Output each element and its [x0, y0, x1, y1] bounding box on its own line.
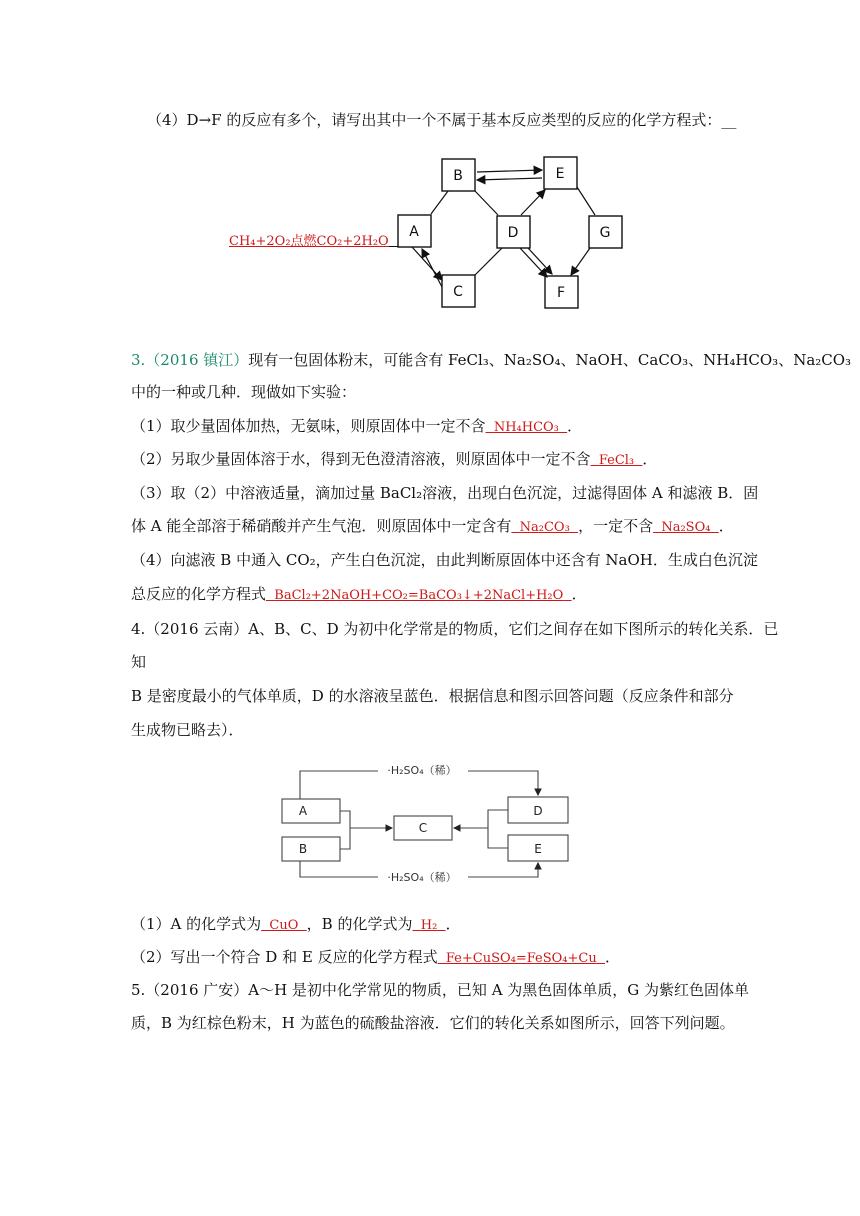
- answer-3a: Na₂CO₃: [519, 520, 570, 535]
- question-2-4: （4）D→F 的反应有多个，请写出其中一个不属于基本反应类型的反应的化学方程式：__: [147, 111, 737, 129]
- label-a2: A: [298, 804, 308, 818]
- source-tag: 3.（2016 镇江）: [131, 351, 249, 369]
- q3-part-1: （1）取少量固体加热，无氨味，则原固体中一定不含 NH₄HCO₃ ．: [131, 417, 583, 435]
- answer-cuo: CuO: [269, 918, 299, 933]
- label-h2so4-top: ·H₂SO₄（稀）: [387, 764, 457, 777]
- q3-intro-2: 中的一种或几种．现做如下实验：: [131, 383, 357, 401]
- label-c2: C: [418, 821, 428, 835]
- q3-part-2: （2）另取少量固体溶于水，得到无色澄清溶液，则原固体中一定不含 FeCl₃ ．: [131, 450, 658, 468]
- reaction-diagram-2: [270, 755, 580, 885]
- q4-line-2: 知: [131, 653, 147, 671]
- label-d: D: [507, 225, 519, 241]
- box-b2: [282, 837, 340, 861]
- q4-line-1: 4.（2016 云南）A、B、C、D 为初中化学常是的物质，它们之间存在如下图所示的转化关系．已: [131, 620, 779, 638]
- q5-line-2: 质，B 为红棕色粉末，H 为蓝色的硫酸盐溶液．它们的转化关系如图所示，回答下列问题。: [131, 1014, 735, 1032]
- q5-line-1: 5.（2016 广安）A～H 是初中化学常见的物质，已知 A 为黑色固体单质，G 为紫红色固体单: [131, 981, 750, 999]
- answer-1: NH₄HCO₃: [493, 420, 559, 435]
- q4-part-2: （2）写出一个符合 D 和 E 反应的化学方程式 Fe+CuSO₄=FeSO₄+Cu ．: [131, 948, 621, 966]
- answer-3b: Na₂SO₄: [661, 520, 711, 535]
- q3-part-4b: 总反应的化学方程式 BaCl₂+2NaOH+CO₂=BaCO₃↓+2NaCl+H₂O ．: [131, 585, 587, 603]
- label-e2: E: [534, 842, 542, 856]
- label-b: B: [453, 168, 463, 184]
- label-c: C: [453, 284, 463, 300]
- q3-part-3b: 体 A 能全部溶于稀硝酸并产生气泡．则原固体中一定含有 Na₂CO₃ ，一定不含 Na₂SO₄ ．: [131, 517, 734, 535]
- answer-methane-combustion: CH₄+2O₂点燃CO₂+2H₂O: [229, 234, 389, 249]
- reaction-diagram-1: [390, 150, 630, 315]
- label-g: G: [599, 225, 611, 241]
- label-h2so4-bottom: ·H₂SO₄（稀）: [387, 871, 457, 884]
- label-d2: D: [533, 804, 543, 818]
- label-e: E: [555, 166, 565, 182]
- label-a: A: [409, 224, 419, 240]
- answer-4: BaCl₂+2NaOH+CO₂=BaCO₃↓+2NaCl+H₂O: [274, 588, 564, 603]
- q4-part-1: （1）A 的化学式为 CuO ，B 的化学式为 H₂ ．: [131, 915, 461, 933]
- q3-intro-1: 3.（2016 镇江）现有一包固体粉末，可能含有 FeCl₃、Na₂SO₄、NaOH、CaCO₃、NH₄HCO₃、Na₂CO₃: [131, 351, 852, 369]
- label-f: F: [556, 285, 566, 301]
- q4-line-4: 生成物已略去）．: [131, 721, 244, 739]
- q3-part-4a: （4）向滤液 B 中通入 CO₂，产生白色沉淀，由此判断原固体中还含有 NaOH．生成白色沉淀: [131, 551, 758, 569]
- q4-line-3: B 是密度最小的气体单质，D 的水溶液呈蓝色．根据信息和图示回答问题（反应条件和部分: [131, 687, 734, 705]
- box-a2: [282, 799, 340, 823]
- answer-fe-cuso4: Fe+CuSO₄=FeSO₄+Cu: [445, 951, 597, 966]
- label-b2: B: [298, 842, 308, 856]
- answer-h2: H₂: [420, 918, 438, 933]
- answer-2: FeCl₃: [598, 453, 635, 468]
- answer-line: [229, 230, 413, 252]
- q3-part-3a: （3）取（2）中溶液适量，滴加过量 BaCl₂溶液，出现白色沉淀，过滤得固体 A 和滤液 B．固: [131, 484, 759, 502]
